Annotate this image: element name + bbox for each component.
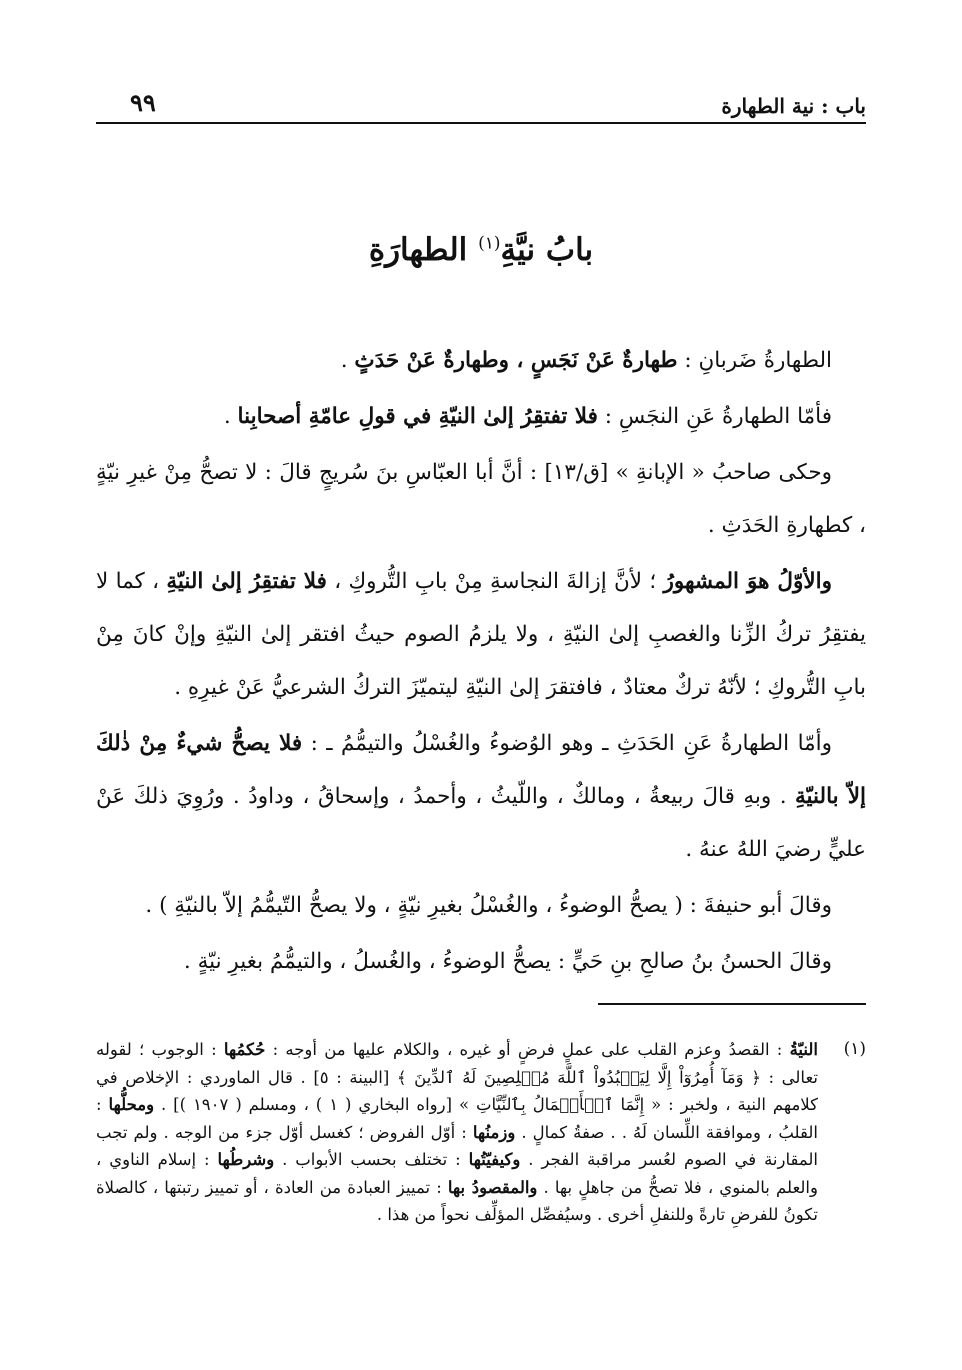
running-title: باب : نية الطهارة — [721, 94, 866, 118]
bold-text-segment: النيّةُ — [789, 1040, 818, 1059]
page-number: ٩٩ — [130, 88, 156, 117]
footnote-marker: (١) — [843, 1039, 866, 1059]
paragraph — [96, 334, 866, 387]
text-segment: : تختلف بحسب الأبواب . — [274, 1150, 469, 1169]
footnote-rule — [598, 1003, 866, 1005]
bold-text-segment: وزمنُها — [472, 1122, 516, 1142]
bold-text-segment: ومحلُّها — [108, 1095, 155, 1114]
text-segment: . وبهِ قالَ ربيعةُ ، ومالكٌ ، واللّيثُ ، وأحمدُ ، وإسحاقُ ، وداودُ . ورُوِيَ ذلكَ عَنْ عليٍّ رضيَ اللهُ عنهُ . — [96, 784, 866, 862]
footnote — [96, 1036, 866, 1229]
footnote-body — [96, 1036, 818, 1229]
paragraph — [96, 390, 866, 443]
bold-text-segment: وشرطُها — [217, 1150, 275, 1169]
text-segment: فأمّا الطهارةُ عَنِ النجَسِ : — [597, 404, 832, 429]
text-segment: : تمييز العبادة من العادة ، أو تمييز رتبتها ، كالصلاة تكونُ للفرضِ تارةً وللنفلِ أخرى . وسيُفصِّل المؤلِّف نحواً من هذا . — [96, 1177, 818, 1224]
bold-text-segment: والأوّلُ هوَ المشهورُ — [663, 569, 833, 594]
paragraph — [96, 879, 866, 932]
bold-text-segment: حُكمُها — [223, 1040, 266, 1059]
text-segment: الطهارةُ ضَربانِ : — [677, 348, 832, 373]
chapter-title-part1: بابُ نيَّةِ — [500, 232, 594, 268]
text-segment: ؛ لأنَّ إزالةَ النجاسةِ مِنْ بابِ التُّروكِ ، — [326, 569, 664, 594]
text-segment: وقالَ أبو حنيفةَ : ( يصحُّ الوضوءُ ، والغُسْلُ بغيرِ نيّةٍ ، ولا يصحُّ التّيمُّمُ إلاّ بالنيّةِ ) . — [145, 893, 832, 918]
body-text — [96, 334, 866, 991]
text-segment: ، كما لا يفتقِرُ تركُ الزِّنا والغصبِ إلىٰ النيّةِ ، ولا يلزمُ الصوم حيثُ افتقر إلىٰ النيّةِ وإنْ كانَ مِنْ بابِ التُّروكِ ؛ لأنّهُ تركٌ معتادٌ ، فافتقرَ إلىٰ النيّةِ ليتميّزَ التركُ الشرعيُّ عَنْ غيرِهِ . — [96, 569, 866, 700]
chapter-title-part2: الطهارَةِ — [368, 232, 468, 268]
text-segment: : القلبُ ، وموافقة اللِّسان لَهُ . . صفةُ كمالٍ . — [96, 1095, 818, 1142]
text-segment: : الوجوب ؛ لقوله تعالى : ﴿ وَمَآ أُمِرُوٓاْ إِلَّا لِيَعۡبُدُواْ ٱللَّهَ مُخۡلِصِينَ لَهُ ٱلدِّينَ ﴾ [البينة : ٥] . قال الماوردي : الإخلاص في كلامهم النية ، ولخبر : « إِنَّمَا ٱلۡأَعۡمَالُ بِٱلنِّيَّاتِ » [رواه البخاري ( ١ ) ، ومسلم ( ١٩٠٧ )] . — [96, 1040, 818, 1114]
paragraph — [96, 935, 866, 988]
text-segment: : القصدُ وعزم القلب على عملٍ فرضٍ أو غيره ، والكلام عليها من أوجه : — [265, 1040, 790, 1059]
paragraph — [96, 446, 866, 552]
text-segment: . — [340, 348, 355, 373]
text-segment: وحكى صاحبُ « الإبانةِ » [ق/١٣] : أنَّ أبا العبّاسِ بنَ سُريجٍ قالَ : لا تصحُّ مِنْ غيرِ نيّةٍ ، كطهارةِ الحَدَثِ . — [96, 460, 866, 538]
text-segment: . — [223, 404, 238, 429]
text-segment: : أوّل الفروض ؛ كغسل أوّل جزء من الوجه . ولم تجب المقارنة في الصوم لعُسر مراقبة الفجر . — [96, 1122, 818, 1169]
bold-text-segment: فلا يصحُّ شيءٌ مِنْ ذٰلكَ إلاّ بالنيّةِ — [96, 731, 866, 809]
bold-text-segment: فلا تفتقِرُ إلىٰ النيّةِ — [166, 569, 327, 594]
bold-text-segment: وكيفيّتُها — [468, 1150, 521, 1169]
bold-text-segment: والمقصودُ بها — [447, 1177, 538, 1197]
paragraph — [96, 555, 866, 714]
text-segment: : إسلام الناوي ، والعلم بالمنوي ، فلا تصحُّ من جاهلٍ بها . — [96, 1150, 818, 1197]
running-header — [96, 88, 866, 124]
text-segment: وأمّا الطهارةُ عَنِ الحَدَثِ ـ وهو الوُضوءُ والغُسْلُ والتيمُّمُ ـ : — [302, 731, 832, 756]
chapter-title — [96, 232, 866, 268]
text-segment: وقالَ الحسنُ بنُ صالحِ بنِ حَيٍّ : يصحُّ الوضوءُ ، والغُسلُ ، والتيمُّمُ بغيرِ نيّةٍ . — [183, 949, 832, 974]
bold-text-segment: فلا تفتقِرُ إلىٰ النيّةِ في قولِ عامّةِ أصحابِنا — [237, 404, 598, 429]
paragraph — [96, 717, 866, 876]
bold-text-segment: طهارةٌ عَنْ نَجَسٍ ، وطهارةٌ عَنْ حَدَثٍ — [354, 348, 678, 373]
chapter-footnote-ref: (١) — [478, 233, 501, 254]
